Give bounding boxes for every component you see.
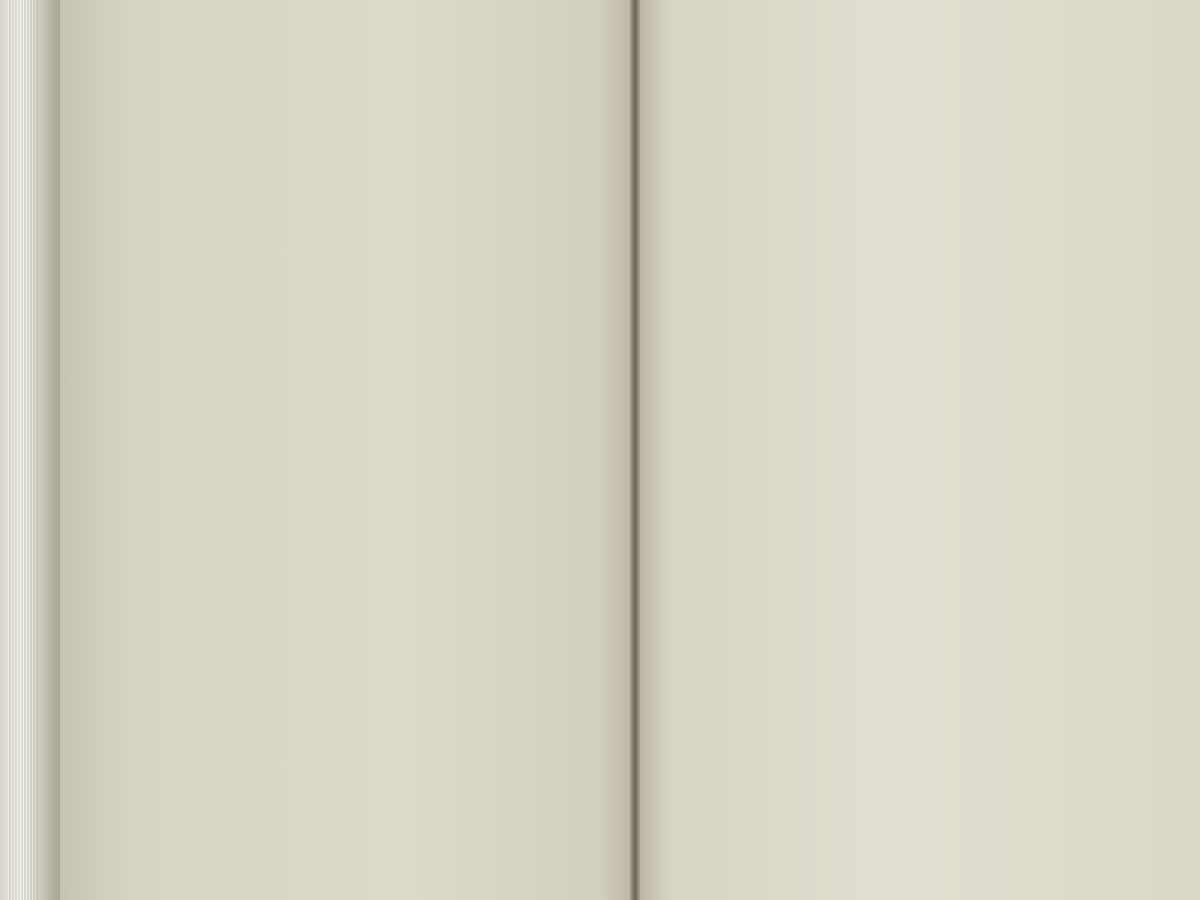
right-page [635,0,1200,900]
book-page-edges [0,0,60,900]
book-gutter [630,0,640,900]
left-page [60,0,635,900]
